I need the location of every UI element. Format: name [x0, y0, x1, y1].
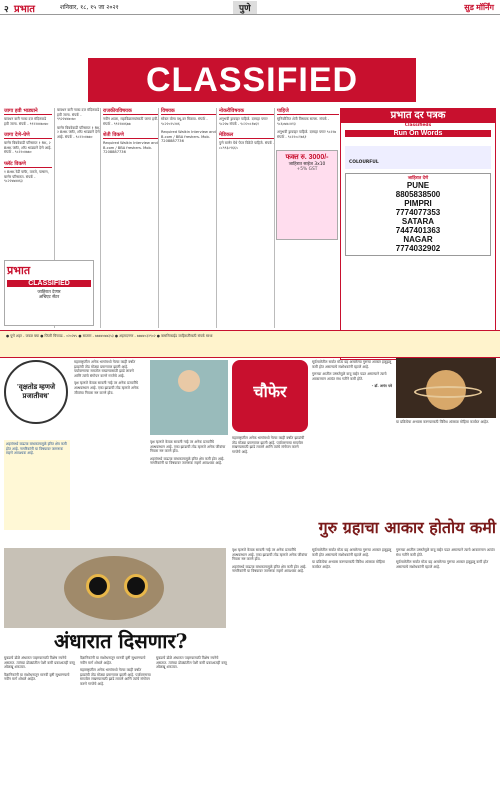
ad-body: सुनियोजित शेती विषयक सल्ला. संपर्क - ९८६०७४८४१३: [277, 117, 330, 126]
phone-list: [345, 173, 491, 256]
directory-strip: [0, 330, 500, 358]
rate-subtitle: Classifieds: [404, 123, 432, 128]
article-paragraph: महाराष्ट्रातील अनेक भागांमध्ये गेल्या काही वर्षांत झाडांची तोड मोठ्या प्रमाणावर झाली आहे. पर्यावरणाचा समतोल राखण्यासाठी झाडे लावणे आणि त्यांचे संगोपन करणे गरजेचे आहे.: [80, 668, 151, 686]
phone-satara[interactable]: 7447401363: [395, 226, 441, 236]
city-pimpri: PIMPRI: [404, 199, 432, 209]
rate-headline: जाहिरात देणे: [407, 176, 429, 181]
city-nagar: NAGAR: [403, 235, 433, 245]
date-line: शनिवार, १८, १५ जा २०२१: [60, 4, 119, 11]
phone-pune[interactable]: 8805838500: [395, 190, 441, 200]
ad-heading: राजकीयविषयक: [103, 108, 159, 115]
ad-body: पुणे बाणेर येथे पेपर विक्रेते पाहिजे. संपर्क - ८८९९३८९६६५: [219, 141, 275, 150]
rate-card: [340, 108, 496, 360]
ad-body: बावधन वारी नाका दत्त मंदिराकडे हवी जागा. संपर्क - ९९२२४४७०७०: [4, 117, 49, 126]
prabhat-classified-ad: [4, 260, 94, 326]
page-header: [0, 0, 500, 15]
article-sidebar: [4, 440, 70, 530]
ad-body: १ BHK रेडी फ्लॅट, वारजे, पाषाण, बाणेर परिसरात. संपर्क - ९८२२४७४४६३: [4, 169, 49, 184]
page-number: २: [4, 4, 9, 14]
ad-body: बाणेर बिबवेवाडी परिसरात १ RK, २ BHK फ्लॅट, शॉप भाड्याने देणे आहे. संपर्क - ९८२२०४७७०: [57, 125, 101, 139]
headline-jupiter: गुरु ग्रहाचा आकार होतोय कमी: [318, 518, 496, 537]
ad-body: Required Walkin Interview and B.com / BBA freshers. Mob. 7208887736: [161, 130, 216, 144]
chauffeur-box: [232, 360, 308, 432]
article-paragraph: शहरांमध्ये वाढत्या बांधकामामुळे हरित क्षेत्र कमी होत आहे. नागरिकांनी या विषयावर जागरूक राहणे आवश्यक आहे.: [232, 564, 307, 574]
article-paragraph: शहरांमध्ये वाढत्या बांधकामामुळे हरित क्षेत्र कमी होत आहे. नागरिकांनी या विषयावर जागरूक राहणे आवश्यक आहे.: [150, 456, 225, 466]
article-paragraph: वृक्ष म्हणजे केवळ सावली नव्हे तर अनेक प्रजातींचे आश्रयस्थान आहे. एका झाडाची तोड म्हणजे अनेक जीवांचा निवारा नष्ट करणे होय.: [232, 548, 308, 562]
owl-headline: अंधारात दिसणार?: [54, 629, 188, 653]
planet-image: [396, 358, 496, 418]
ad-column-4: [158, 108, 217, 328]
phone-pimpri[interactable]: 7774077353: [395, 208, 441, 218]
colour-row: [345, 146, 491, 169]
photo-woman: [150, 360, 228, 435]
owl-col3: [156, 656, 228, 792]
planet-ring: [414, 386, 482, 398]
article-headline: 'वृक्षतोड म्हणजे प्रजातीवध': [4, 360, 68, 424]
ad-column-3: [100, 108, 159, 328]
headline-jupiter-wrap: [230, 516, 496, 544]
rate-table-placeholder: [341, 139, 495, 144]
owl-col1: [4, 656, 76, 792]
article-paragraph: घुबडाचे डोळे अंधारात पाहण्यासाठी विशेष रचनेचे असतात. त्यांच्या डोळ्यांतील पेशी कमी प्रकाशातही वस्तू ओळखू शकतात.: [156, 656, 227, 670]
owl-eye-left: [86, 574, 110, 598]
article-paragraph: गुरूच्या आतील उष्णतेमुळे वायू बाहेर पडत असल्याने त्याचे आकारमान अत्यंत संथ गतीने कमी होते.: [396, 548, 495, 557]
offer-note: +5% GST: [296, 167, 318, 173]
article-paragraph: वैज्ञानिकांनी या संशोधनातून मानवी दृष्टी सुधारण्याचे नवीन मार्ग शोधले आहेत.: [4, 672, 70, 682]
offer-sub: जाहिरात साईज 3x10: [288, 162, 326, 167]
phone-nagar[interactable]: 7774032902: [395, 244, 441, 254]
sidebar-text: शहरांमध्ये वाढत्या बांधकामामुळे हरित क्षेत्र कमी होत आहे. नागरिकांनी या विषयावर जागरूक राहणे आवश्यक आहे.: [6, 442, 67, 456]
article-paragraph: सूर्यमालेतील सर्वात मोठा ग्रह असलेल्या गुरूचा आकार हळूहळू कमी होत असल्याचे संशोधकांनी म्हटले आहे.: [396, 560, 489, 569]
ad-column-5: [216, 108, 275, 328]
colour-label: COLOURFUL: [349, 160, 379, 165]
article-paragraph: या प्रक्रियेचा अभ्यास करण्यासाठी विविध अंतराळ मोहिमा कार्यरत आहेत.: [396, 420, 490, 424]
article-paragraph: वैज्ञानिकांनी या संशोधनातून मानवी दृष्टी सुधारण्याचे नवीन मार्ग शोधले आहेत.: [80, 656, 146, 665]
ad-tagline-2: अचिएट सेंटर: [38, 295, 60, 301]
city-satara: SATARA: [401, 217, 435, 227]
owl-eye-right: [124, 574, 148, 598]
owl-headline-wrap: [54, 627, 214, 653]
article-paragraph: घुबडाचे डोळे अंधारात पाहण्यासाठी विशेष रचनेचे असतात. त्यांच्या डोळ्यांतील पेशी कमी प्रकाशातही वस्तू ओळखू शकतात.: [4, 656, 75, 670]
article-vruksh-col2: [150, 440, 228, 535]
classified-banner: CLASSIFIED: [88, 58, 416, 102]
article-paragraph: वृक्ष म्हणजे केवळ सावली नव्हे तर अनेक प्रजातींचे आश्रयस्थान आहे. एका झाडाची तोड म्हणजे अनेक जीवांचा निवारा नष्ट करणे होय.: [74, 381, 139, 395]
article-jupiter-top: [396, 420, 496, 512]
article-author: - डॉ. अनंत पत्रे: [371, 384, 392, 389]
col-lower-right1: [312, 548, 392, 792]
offer-title: फक्त रु. 3000/-: [285, 154, 329, 161]
ad-label: CLASSIFIED: [7, 280, 91, 287]
directory-text: ● पुणे शहर - जवळ बघा ● पिंपरी चिंचवड - ०२०२४५ ● सातारा - ७७७४०७७३५३ ● अहमदनगर - ७७७४०३२९०२ ● क्लासिफाईड जाहिरातींसाठी संपर्क साधा: [6, 334, 213, 338]
ad-heading: पाहिजे: [277, 108, 339, 115]
ad-body: सोबत योग्य वधू-वर मिळवा. संपर्क - ९८२२०२५२४६: [161, 117, 208, 126]
article-paragraph: वृक्ष म्हणजे केवळ सावली नव्हे तर अनेक प्रजातींचे आश्रयस्थान आहे. एका झाडाची तोड म्हणजे अनेक जीवांचा निवारा नष्ट करणे होय.: [150, 440, 226, 454]
owl-photo: [4, 548, 226, 628]
ad-heading: विषयक: [161, 108, 217, 115]
ad-body: अनुभवी ड्रायव्हर पाहिजे. दरमहा पगार ९८२२७ संपर्क - ९८२२०८१७६१: [219, 117, 268, 126]
city-label: पुणे: [233, 1, 257, 14]
rate-bottom: [341, 171, 495, 258]
city-pune: PUNE: [406, 181, 430, 191]
article-vruksh-col1: [74, 360, 142, 535]
special-ad-spacer: [300, 10, 336, 105]
paper-name: प्रभात: [14, 4, 36, 15]
ad-tagline: जाहिरात देणार: [37, 290, 61, 295]
owl-col2: [80, 656, 152, 792]
ad-brand: प्रभात: [7, 265, 31, 277]
rate-title-text: दर पत्रक: [414, 110, 446, 121]
article-paragraph: महाराष्ट्रातील अनेक भागांमध्ये गेल्या काही वर्षांत झाडांची तोड मोठ्या प्रमाणावर झाली आहे. पर्यावरणाचा समतोल राखण्यासाठी झाडे लावणे आणि त्यांचे संगोपन करणे गरजेचे आहे.: [74, 360, 136, 378]
rate-brand: प्रभात: [390, 110, 412, 121]
col-lower-mid: [232, 548, 308, 792]
ad-heading: जागा देणे-घेणे: [4, 132, 52, 139]
article-paragraph: गुरूच्या आतील उष्णतेमुळे वायू बाहेर पडत असल्याने त्याचे आकारमान अत्यंत संथ गतीने कमी होते.: [312, 372, 387, 381]
portrait-face: [178, 370, 200, 392]
ad-body: अनुभवी ड्रायव्हर पाहिजे. दरमहा पगार ९८२२७ संपर्क - ९८२२०८१७६१: [277, 130, 337, 139]
ad-body: बावधन वारी नाका दत्त मंदिराकडे हवी जागा. संपर्क - ९९२२४४७०७०: [57, 108, 100, 122]
chauffeur-title: चौफेर: [253, 384, 287, 401]
ad-heading: फ्लॅट विकणे: [4, 161, 52, 168]
ad-body: Required Walkin Interview and B.com / BBA freshers. Mob. 7208887736: [103, 141, 158, 155]
ad-heading: मेडिकल: [219, 132, 275, 139]
article-right-col: [312, 360, 392, 536]
run-on-label: Run On Words: [345, 130, 491, 137]
article-vruksh-heading: [4, 360, 70, 440]
ad-body: बाणेर बिबवेवाडी परिसरात १ RK, २ BHK फ्लॅट, शॉप भाड्याने देणे आहे. संपर्क - ९८२२०४७७०: [4, 141, 52, 155]
ad-heading: नोकरीविषयक: [219, 108, 275, 115]
rate-card-title: [341, 109, 495, 123]
col-lower-right2: [396, 548, 496, 792]
ad-body: नवीन शाळा, महाविद्यालयांसाठी जागा हवी. संपर्क - ९९२२४४६७७: [103, 117, 159, 126]
ad-heading: जागा हवी भाड्याने: [4, 108, 52, 115]
article-paragraph: महाराष्ट्रातील अनेक भागांमध्ये गेल्या काही वर्षांत झाडांची तोड मोठ्या प्रमाणावर झाली आहे. पर्यावरणाचा समतोल राखण्यासाठी झाडे लावणे आणि त्यांचे संगोपन करणे गरजेचे आहे.: [232, 436, 305, 454]
edition-label: सुड मॉर्निंग: [464, 3, 494, 12]
article-paragraph: या प्रक्रियेचा अभ्यास करण्यासाठी विविध अंतराळ मोहिमा कार्यरत आहेत.: [312, 560, 385, 569]
ad-heading: शेती विकणे: [103, 132, 159, 139]
special-offer-ad: [276, 150, 338, 240]
article-paragraph: सूर्यमालेतील सर्वात मोठा ग्रह असलेल्या गुरूचा आकार हळूहळू कमी होत असल्याचे संशोधकांनी म्हटले आहे.: [312, 360, 392, 369]
owl-head: [64, 556, 164, 620]
article-paragraph: सूर्यमालेतील सर्वात मोठा ग्रह असलेल्या गुरूचा आकार हळूहळू कमी होत असल्याचे संशोधकांनी म्हटले आहे.: [312, 548, 392, 557]
